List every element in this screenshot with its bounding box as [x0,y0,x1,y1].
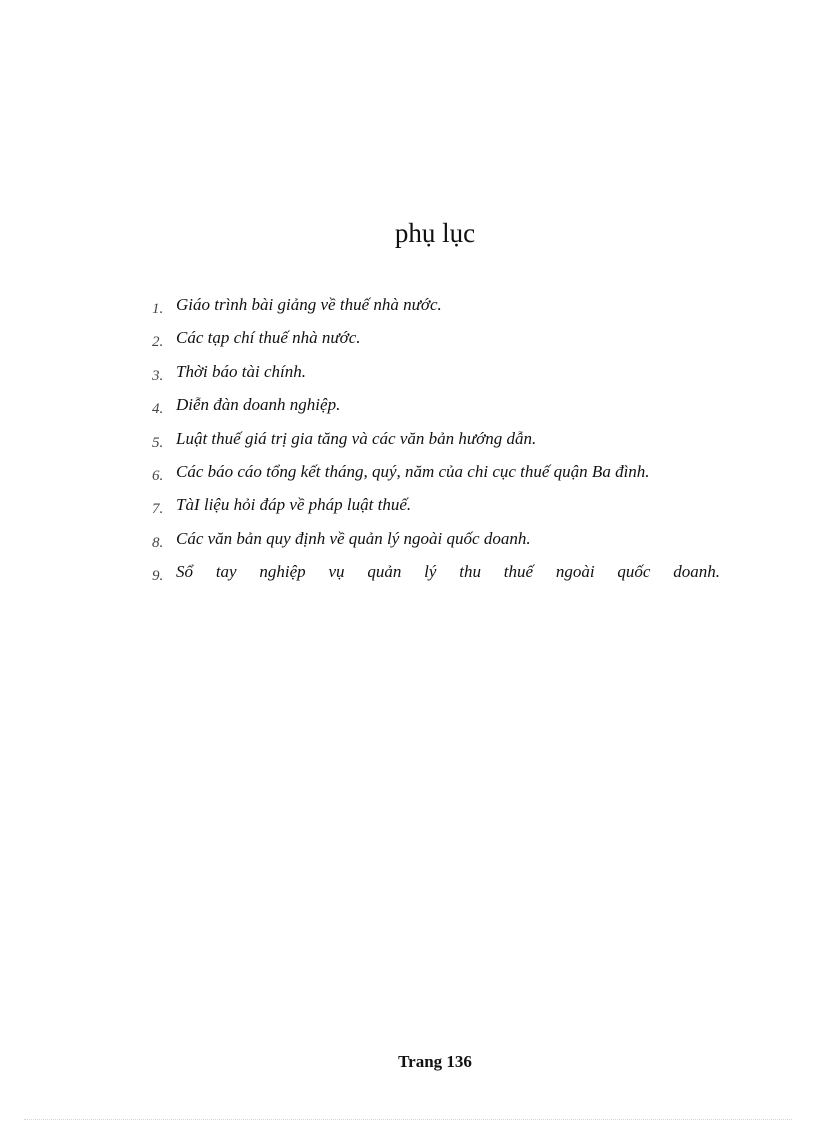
list-item-number: 8. [152,534,164,551]
list-item-text: Các tạp chí thuế nhà nước. [176,328,361,348]
list-item [152,488,720,521]
list-item [152,422,720,455]
list-item-number: 3. [152,367,164,384]
list-item-number: 5. [152,434,164,451]
list-item-number: 1. [152,301,164,317]
list-item-text: Diễn đàn doanh nghiệp. [176,395,341,415]
list-item-number: 6. [152,467,164,484]
list-item-text: Sổ tay nghiệp vụ quản lý thu thuế ngoài quốc doanh. [176,562,720,582]
list-item-text: Luật thuế giá trị gia tăng và các văn bản hướng dẫn. [176,428,537,448]
list-item [152,555,720,588]
list-item-number: 9. [152,568,164,585]
list-item [152,355,720,388]
list-item-text: Các báo cáo tổng kết tháng, quý, năm của chi cục thuế quận Ba đình. [176,461,650,481]
reference-list [152,288,720,589]
list-item-text: Các văn bản quy định về quản lý ngoài quốc doanh. [176,528,531,548]
page-number: Trang 136 [398,1052,472,1071]
list-item-number: 4. [152,401,164,418]
list-item [152,522,720,555]
list-item-number: 7. [152,501,164,518]
page-title: phụ lục [394,218,476,248]
list-item-text: Thời báo tài chính. [176,361,306,381]
list-item [152,455,720,488]
page-divider [24,1119,792,1120]
list-item-text: TàI liệu hỏi đáp về pháp luật thuế. [176,495,412,515]
list-item [152,321,720,354]
list-item-text: Giáo trình bài giảng về thuế nhà nước. [176,295,442,314]
list-item [152,288,720,321]
list-item [152,388,720,421]
list-item-number: 2. [152,334,164,351]
